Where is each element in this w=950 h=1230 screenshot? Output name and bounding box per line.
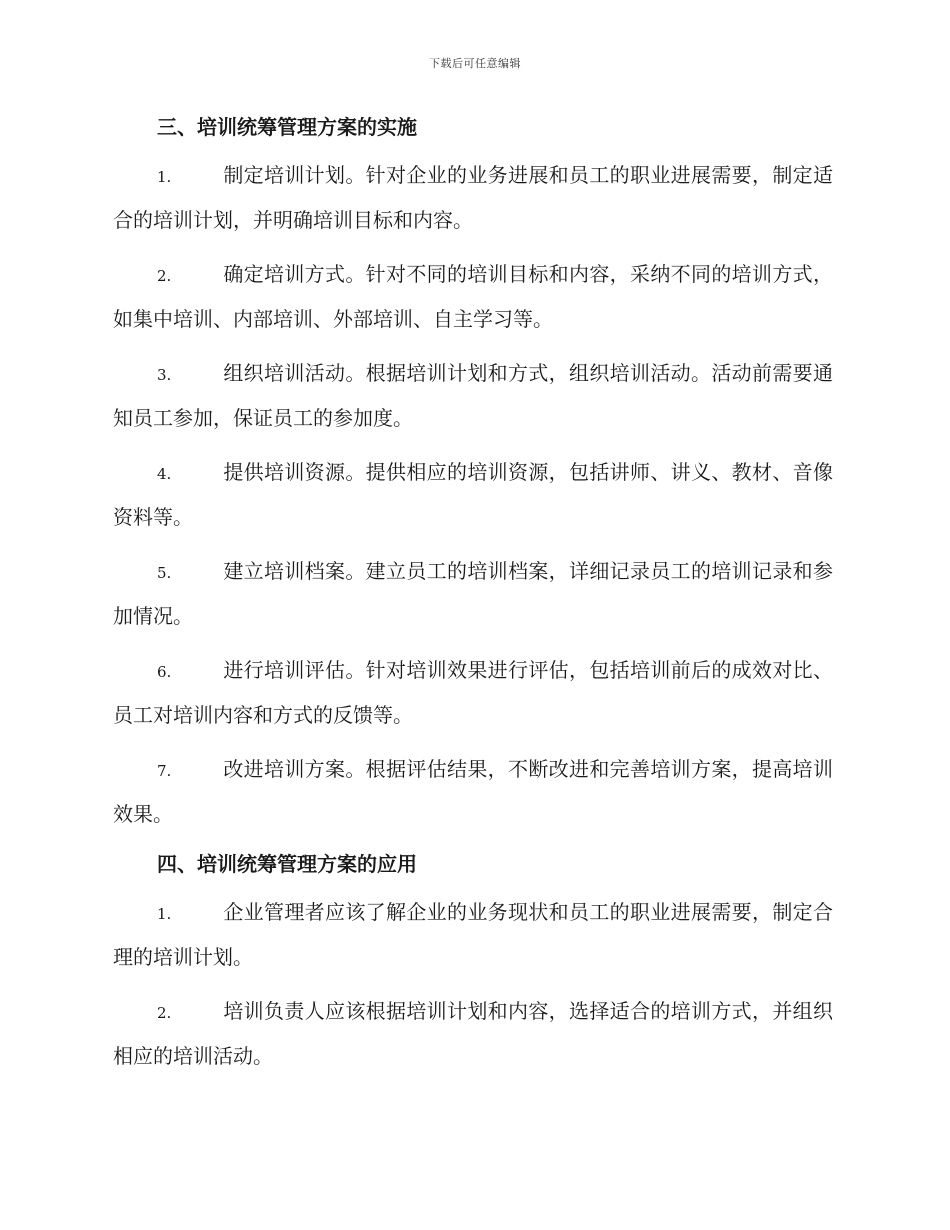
item-number: 2. [157,267,172,285]
section-heading-implementation: 三、培训统筹管理方案的实施 [157,115,417,139]
list-item [113,891,833,979]
item-number: 1. [157,168,172,186]
list-item [113,253,833,341]
item-number: 1. [157,905,172,923]
item-text: 改进培训方案。根据评估结果，不断改进和完善培训方案，提高培训效果。 [113,757,833,826]
item-text: 企业管理者应该了解企业的业务现状和员工的职业进展需要，制定合理的培训计划。 [113,900,833,969]
header-note: 下载后可任意编辑 [429,57,521,70]
section-heading-application: 四、培训统筹管理方案的应用 [157,852,417,876]
list-item [113,154,833,242]
item-number: 6. [157,663,172,681]
list-item [113,352,833,440]
item-text: 培训负责人应该根据培训计划和内容，选择适合的培训方式，并组织相应的培训活动。 [113,999,833,1068]
list-item [113,748,833,836]
item-text: 进行培训评估。针对培训效果进行评估，包括培训前后的成效对比、员工对培训内容和方式的反馈等。 [113,658,833,727]
item-text: 确定培训方式。针对不同的培训目标和内容，采纳不同的培训方式，如集中培训、内部培训、外部培训、自主学习等。 [113,262,833,331]
item-text: 制定培训计划。针对企业的业务进展和员工的职业进展需要，制定适合的培训计划，并明确培训目标和内容。 [113,163,833,232]
item-number: 4. [157,465,172,483]
document-body [113,110,833,1078]
list-item [113,990,833,1078]
item-number: 7. [157,762,172,780]
list-item [113,451,833,539]
item-number: 2. [157,1004,172,1022]
list-item [113,649,833,737]
item-text: 建立培训档案。建立员工的培训档案，详细记录员工的培训记录和参加情况。 [113,559,833,628]
item-text: 组织培训活动。根据培训计划和方式，组织培训活动。活动前需要通知员工参加，保证员工的参加度。 [113,361,833,430]
item-number: 5. [157,564,172,582]
item-number: 3. [157,366,172,384]
item-text: 提供培训资源。提供相应的培训资源，包括讲师、讲义、教材、音像资料等。 [113,460,833,529]
list-item [113,550,833,638]
